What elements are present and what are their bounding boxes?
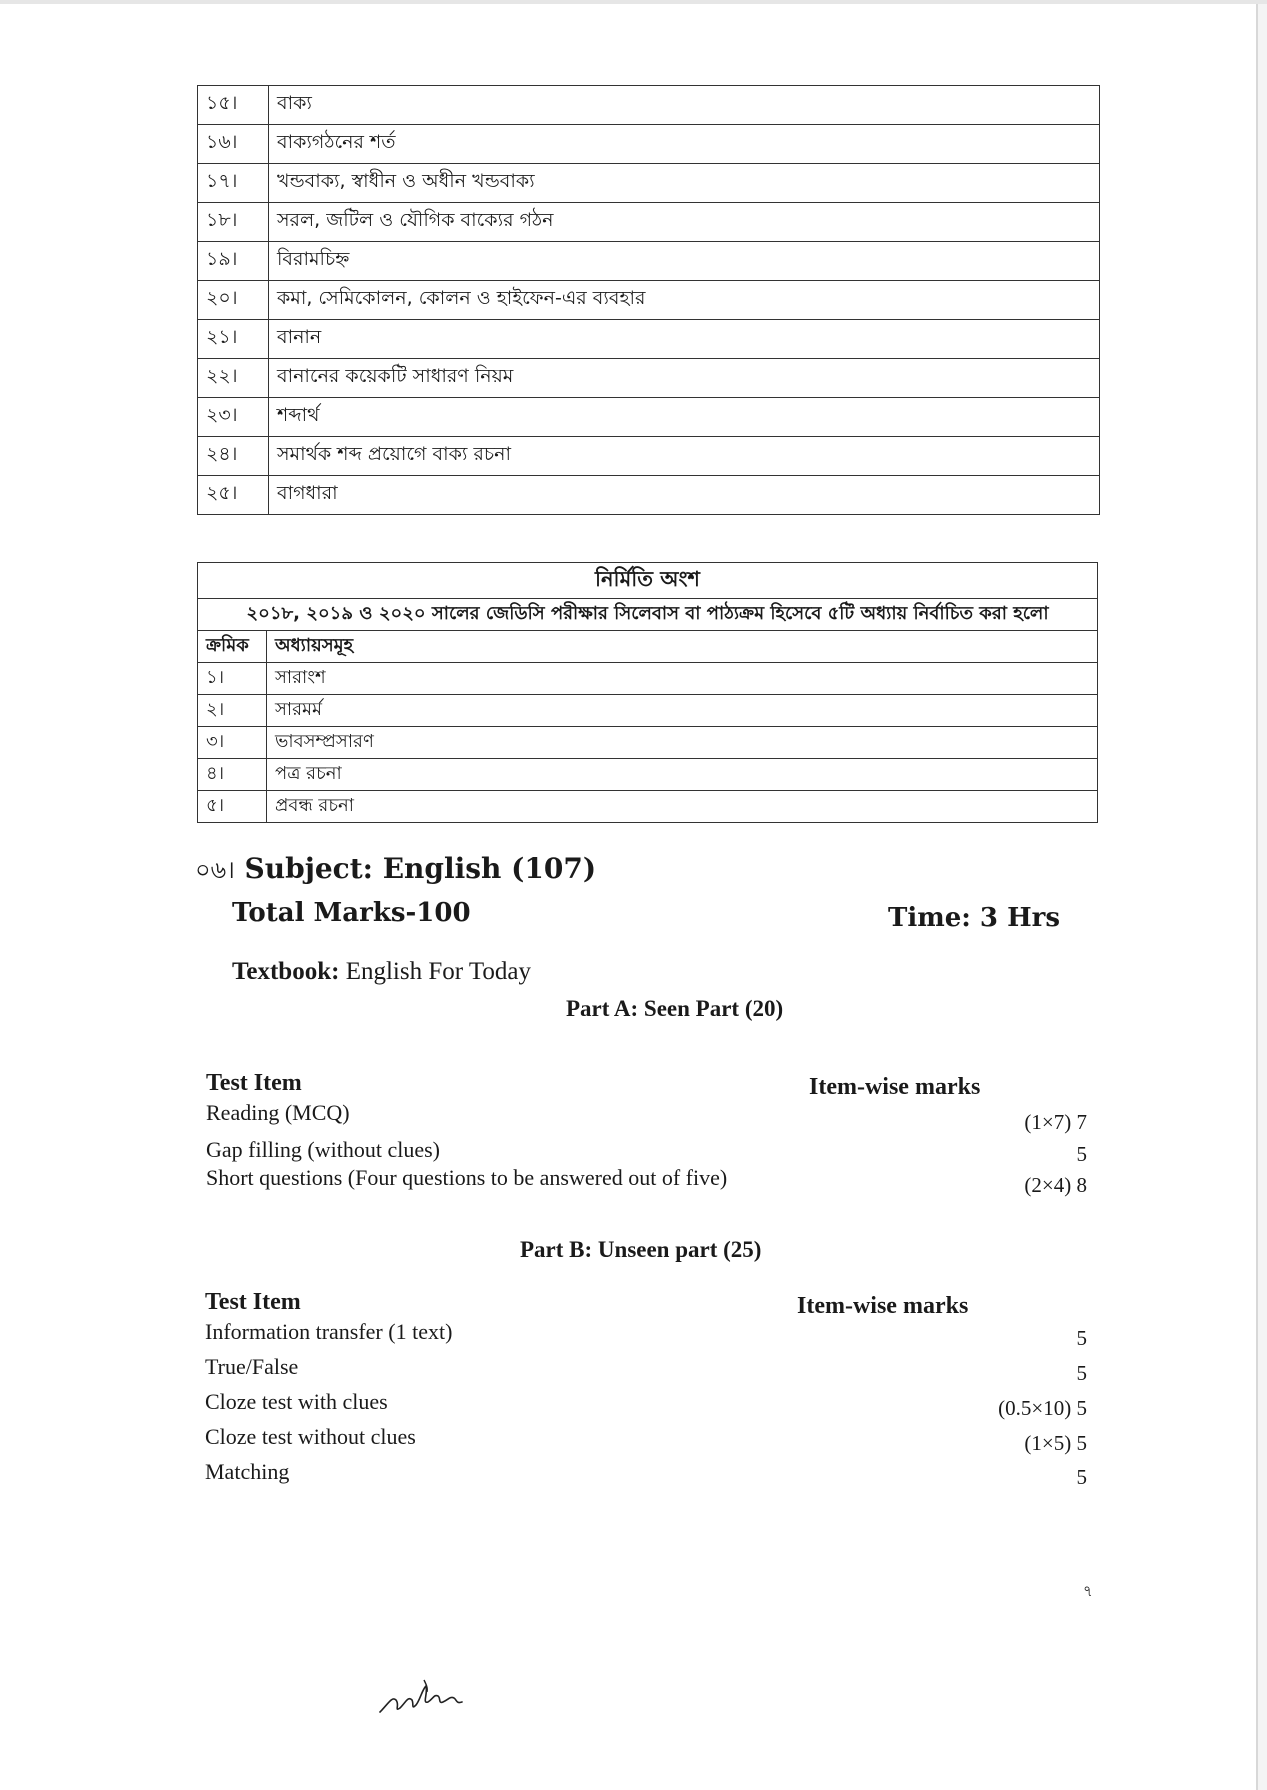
row-serial: ৩। (198, 727, 267, 759)
table-row (198, 203, 1100, 242)
exam-time: Time: 3 Hrs (888, 903, 1060, 933)
table-row (198, 695, 1098, 727)
row-serial: ৪। (198, 759, 267, 791)
table-row (198, 727, 1098, 759)
row-serial: ১৯। (198, 242, 269, 281)
test-item-name: Cloze test without clues (205, 1424, 416, 1449)
row-serial: ১৭। (198, 164, 269, 203)
test-item-name: Cloze test with clues (205, 1389, 388, 1414)
row-serial: ১৬। (198, 125, 269, 164)
row-topic: বানানের কয়েকটি সাধারণ নিয়ম (269, 359, 1100, 398)
row-serial: ২০। (198, 281, 269, 320)
row-chapter: সারাংশ (267, 663, 1098, 695)
row-topic: শব্দার্থ (269, 398, 1100, 437)
row-serial: ১৫। (198, 86, 269, 125)
row-serial: ৫। (198, 791, 267, 823)
row-topic: সমার্থক শব্দ প্রয়োগে বাক্য রচনা (269, 437, 1100, 476)
subject-name: Subject: English (107) (244, 852, 597, 885)
table-row (198, 759, 1098, 791)
column-header-serial: ক্রমিক (198, 631, 267, 663)
row-serial: ২। (198, 695, 267, 727)
composition-chapters-table (197, 562, 1098, 823)
table-row (198, 791, 1098, 823)
scan-edge (0, 0, 1267, 4)
table-row (198, 242, 1100, 281)
test-item-name: Reading (MCQ) (206, 1100, 350, 1125)
table-row (198, 164, 1100, 203)
subject-title (195, 852, 596, 892)
row-topic: সরল, জটিল ও যৌগিক বাক্যের গঠন (269, 203, 1100, 242)
row-topic: কমা, সেমিকোলন, কোলন ও হাইফেন-এর ব্যবহার (269, 281, 1100, 320)
row-chapter: ভাবসম্প্রসারণ (267, 727, 1098, 759)
table-column-header-row (198, 631, 1098, 663)
table-row (198, 476, 1100, 515)
total-marks: Total Marks-100 (232, 898, 471, 928)
row-topic: বিরামচিহ্ন (269, 242, 1100, 281)
test-item-name: Gap filling (without clues) (206, 1137, 441, 1162)
test-item-marks: 5 (1076, 1142, 1087, 1166)
column-header-chapters: অধ্যায়সমূহ (267, 631, 1098, 663)
row-chapter: পত্র রচনা (267, 759, 1098, 791)
test-item-marks: 5 (1076, 1326, 1087, 1350)
table-subheading: ২০১৮, ২০১৯ ও ২০২০ সালের জেডিসি পরীক্ষার সিলেবাস বা পাঠ্যক্রম হিসেবে ৫টি অধ্যায় নির্বাচিত করা হলো (198, 599, 1098, 631)
row-topic: বাক্যগঠনের শর্ত (269, 125, 1100, 164)
test-item-marks: (1×7) 7 (1024, 1110, 1087, 1134)
subject-number: ০৬। (195, 856, 235, 884)
test-item-name: Information transfer (1 text) (205, 1319, 453, 1344)
table-row (198, 437, 1100, 476)
row-topic: বানান (269, 320, 1100, 359)
row-serial: ১। (198, 663, 267, 695)
row-topic: খন্ডবাক্য, স্বাধীন ও অধীন খন্ডবাক্য (269, 164, 1100, 203)
part-a-title: Part A: Seen Part (20) (566, 996, 784, 1021)
table-row (198, 320, 1100, 359)
test-item-marks: (0.5×10) 5 (998, 1396, 1087, 1420)
row-serial: ১৮। (198, 203, 269, 242)
table-row (198, 359, 1100, 398)
part-b-col-marks: Item-wise marks (797, 1293, 969, 1319)
table-heading-row (198, 563, 1098, 599)
table-row (198, 125, 1100, 164)
grammar-topics-table (197, 85, 1100, 515)
row-serial: ২৩। (198, 398, 269, 437)
row-chapter: সারমর্ম (267, 695, 1098, 727)
test-item-marks: 5 (1076, 1361, 1087, 1385)
page-number: ৭ (1083, 1582, 1093, 1600)
test-item-marks: (2×4) 8 (1024, 1173, 1087, 1197)
test-item-marks: (1×5) 5 (1024, 1431, 1087, 1455)
part-a-col-test-item: Test Item (206, 1070, 302, 1096)
row-serial: ২৪। (198, 437, 269, 476)
table-row (198, 398, 1100, 437)
part-b-col-test-item: Test Item (205, 1289, 301, 1315)
test-item-name: Short questions (Four questions to be answered out of five) (206, 1165, 728, 1190)
test-item-marks: 5 (1076, 1465, 1087, 1489)
test-item-name: True/False (205, 1354, 299, 1379)
textbook (232, 958, 531, 986)
table-row (198, 86, 1100, 125)
table-subheading-row (198, 599, 1098, 631)
table-row (198, 281, 1100, 320)
textbook-label: Textbook: (232, 958, 340, 985)
textbook-name: English For Today (339, 958, 531, 985)
part-b-title: Part B: Unseen part (25) (520, 1237, 762, 1262)
test-item-name: Matching (205, 1459, 290, 1484)
row-chapter: প্রবন্ধ রচনা (267, 791, 1098, 823)
row-serial: ২১। (198, 320, 269, 359)
row-topic: বাগধারা (269, 476, 1100, 515)
table-row (198, 663, 1098, 695)
signature-image (378, 1674, 468, 1718)
row-serial: ২২। (198, 359, 269, 398)
part-a-col-marks: Item-wise marks (809, 1074, 981, 1100)
row-serial: ২৫। (198, 476, 269, 515)
table-heading: নির্মিতি অংশ (198, 563, 1098, 599)
row-topic: বাক্য (269, 86, 1100, 125)
